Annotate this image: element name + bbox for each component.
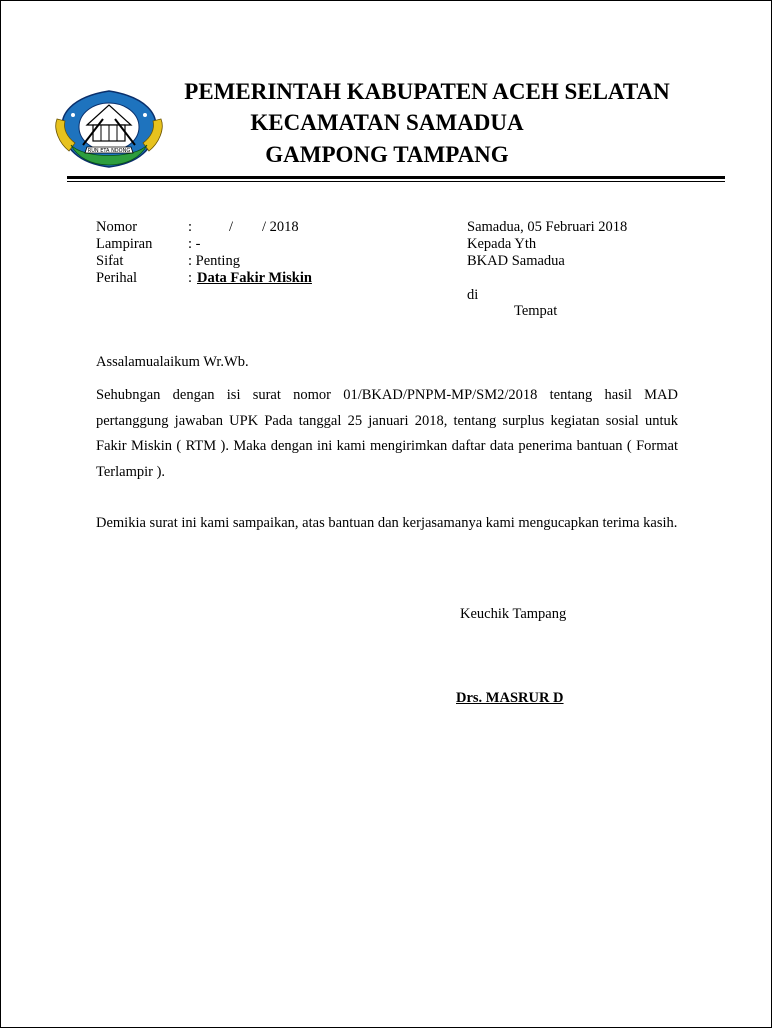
- lampiran-label: Lampiran: [96, 236, 153, 252]
- nomor-colon: :: [188, 219, 193, 235]
- logo-ribbon-text: RUN ETA NDONG: [87, 148, 131, 154]
- body-paragraph-2: Demikia surat ini kami sampaikan, atas bantuan dan kerjasamanya kami mengucapkan terima kasih.: [96, 515, 678, 531]
- recipient-di: di: [467, 287, 479, 303]
- body-paragraph-1: Sehubngan dengan isi surat nomor 01/BKAD/PNPM-MP/SM2/2018 tentang hasil MAD pertanggung jawaban UPK Pada tanggal 25 januari 2018, tentang surplus kegiatan sosial untuk Fakir Miskin ( RTM ). Maka dengan ini kami mengirimkan daftar data penerima bantuan ( Format Terlampir ).: [96, 387, 678, 480]
- kop-divider-thin: [67, 181, 725, 182]
- perihal-label: Perihal: [96, 270, 138, 286]
- nomor-label: Nomor: [96, 219, 138, 235]
- recipient-salutation: Kepada Yth: [467, 236, 537, 252]
- greeting: Assalamualaikum Wr.Wb.: [96, 354, 249, 370]
- sifat-value: : Penting: [188, 253, 240, 269]
- perihal-colon: :: [188, 270, 193, 286]
- signature-name: Drs. MASRUR D: [456, 690, 564, 706]
- kop-title-line3: GAMPONG TAMPANG: [265, 142, 509, 167]
- perihal-value: Data Fakir Miskin: [197, 270, 312, 286]
- letter-date: Samadua, 05 Februari 2018: [467, 219, 628, 235]
- recipient-name: BKAD Samadua: [467, 253, 565, 269]
- kop-title-line2: KECAMATAN SAMADUA: [250, 110, 524, 135]
- kop-title-line1: PEMERINTAH KABUPATEN ACEH SELATAN: [184, 79, 670, 104]
- kop-divider-thick: [67, 176, 725, 179]
- nomor-slash: /: [229, 219, 234, 235]
- lampiran-value: : -: [188, 236, 201, 252]
- signature-title: Keuchik Tampang: [460, 606, 567, 622]
- nomor-year: / 2018: [262, 219, 299, 235]
- sifat-label: Sifat: [96, 253, 124, 269]
- recipient-place: Tempat: [514, 303, 558, 319]
